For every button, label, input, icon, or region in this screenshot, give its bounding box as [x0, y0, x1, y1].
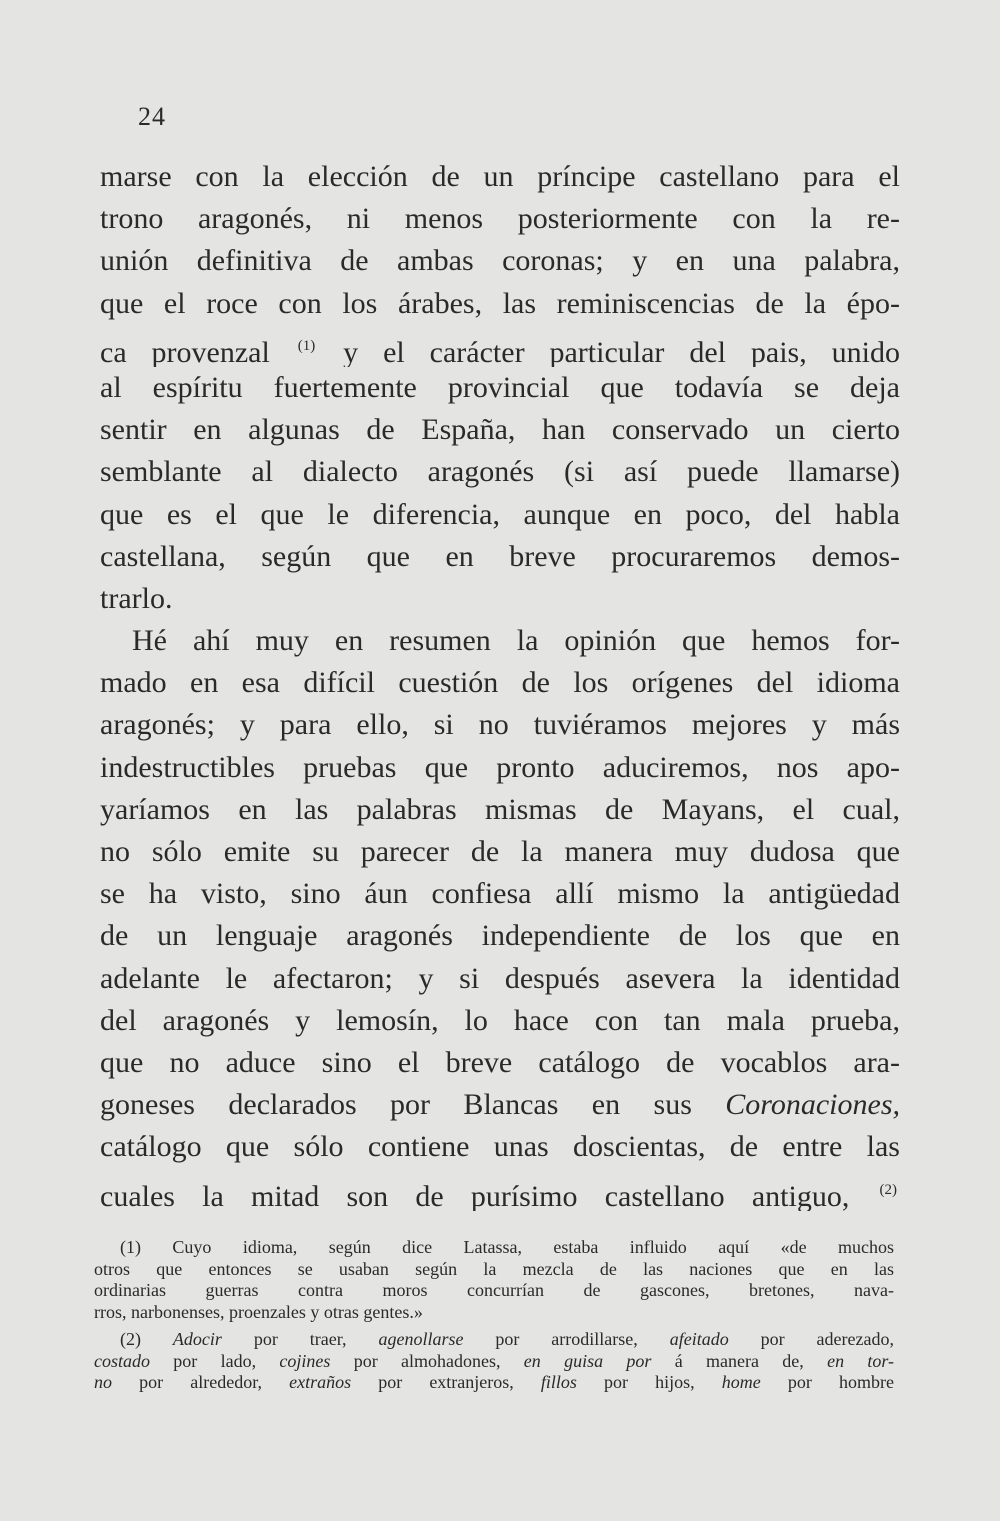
footnote-italic-term: fillos — [540, 1372, 577, 1392]
text-line: semblante al dialecto aragonés (si así puede llamarse) — [100, 455, 900, 489]
footnote-text: á manera de, — [651, 1350, 828, 1371]
text-line: de un lenguaje aragonés independiente de los que en — [100, 919, 900, 953]
text-line: no sólo emite su parecer de la manera muy dudosa que — [100, 835, 900, 868]
footnote-line: ordinarias guerras contra moros concurrían de gascones, bretones, nava- — [94, 1280, 894, 1300]
footnote-text: por lado, — [150, 1350, 280, 1371]
text-line: que no aduce sino el breve catálogo de vocablos ara- — [100, 1045, 900, 1079]
text-line — [100, 1084, 900, 1126]
footnote-line: rros, narbonenses, proenzales y otras gentes.» — [94, 1301, 423, 1322]
footnote-ref-2: (2) — [879, 1181, 897, 1198]
footnote-text: por hombre — [760, 1372, 894, 1392]
text-line: que es el que le diferencia, aunque en poco, del habla — [100, 497, 900, 531]
text-line: mado en esa difícil cuestión de los orígenes del idioma — [100, 666, 900, 700]
text-line — [100, 325, 900, 367]
footnote-1 — [94, 1237, 894, 1323]
text-line: adelante le afectaron; y si después asevera la identidad — [100, 961, 900, 995]
italic-title: Coronaciones, — [725, 1088, 900, 1122]
text-line: castellana, según que en breve procuraremos demos- — [100, 539, 900, 573]
paragraph-start: Hé ahí muy en resumen la opinión que hemos for- — [132, 624, 900, 658]
footnote-italic-term: afeitado — [669, 1329, 729, 1349]
footnote-ref-1: (1) — [297, 337, 316, 354]
footnote-text: por traer, — [221, 1329, 379, 1349]
text-line: aragonés; y para ello, si no tuviéramos mejores y más — [100, 708, 900, 742]
text-line: sentir en algunas de España, han conservado un cierto — [100, 413, 900, 447]
footnote-text: por alrededor, — [112, 1372, 290, 1392]
main-text — [100, 156, 900, 1211]
text-line: que el roce con los árabes, las reminiscencias de la épo- — [100, 286, 900, 320]
footnote-italic-term: costado — [94, 1350, 150, 1371]
footnote-text: por extranjeros, — [351, 1372, 541, 1392]
footnote-text: por hijos, — [576, 1372, 722, 1392]
text-line: indestructibles pruebas que pronto aduciremos, nos apo- — [100, 750, 900, 784]
footnote-text: por aderezado, — [728, 1329, 894, 1349]
footnote-italic-term: cojines — [279, 1350, 331, 1371]
footnote-italic-term: agenollarse — [378, 1329, 464, 1349]
text-segment: goneses declarados por Blancas en sus — [100, 1088, 692, 1122]
footnote-text: por almohadones, — [330, 1350, 524, 1371]
text-line: del aragonés y lemosín, lo hace con tan mala prueba, — [100, 1003, 900, 1037]
text-segment: y el carácter particular del pais, unido — [343, 335, 900, 367]
text-line: unión definitiva de ambas coronas; y en una palabra, — [100, 244, 900, 278]
text-line: marse con la elección de un príncipe castellano para el — [100, 160, 900, 193]
footnote-line: otros que entonces se usaban según la mezcla de las naciones que en las — [94, 1258, 894, 1279]
footnote-line — [94, 1351, 894, 1373]
text-line: trarlo. — [100, 581, 173, 615]
footnotes — [94, 1237, 894, 1394]
footnote-line — [94, 1372, 894, 1394]
footnote-italic-term: en tor- — [827, 1350, 894, 1371]
footnote-italic-term: no — [94, 1372, 112, 1392]
footnote-line — [94, 1329, 894, 1351]
text-line: al espíritu fuertemente provincial que todavía se deja — [100, 370, 900, 404]
footnote-line: (1) Cuyo idioma, según dice Latassa, estaba influido aquí «de muchos — [120, 1237, 894, 1257]
footnote-text: por arrodillarse, — [463, 1329, 670, 1349]
text-line: se ha visto, sino áun confiesa allí mismo la antigüedad — [100, 877, 900, 911]
footnote-italic-term: extraños — [289, 1372, 352, 1392]
page-number: 24 — [138, 102, 166, 131]
text-line: catálogo que sólo contiene unas doscientas, de entre las — [100, 1130, 900, 1164]
text-segment: ca provenzal — [100, 335, 270, 367]
footnote-2 — [94, 1329, 894, 1394]
footnote-italic-term: en guisa por — [523, 1350, 652, 1371]
footnote-text: (2) — [120, 1329, 173, 1349]
footnote-italic-term: Adocir — [172, 1329, 222, 1349]
text-line — [100, 1169, 900, 1211]
text-segment: cuales la mitad son de purísimo castellano antiguo, — [100, 1179, 850, 1211]
text-line: yaríamos en las palabras mismas de Mayans, el cual, — [100, 792, 900, 826]
text-line: trono aragonés, ni menos posteriormente con la re- — [100, 202, 900, 236]
footnote-italic-term: home — [721, 1372, 761, 1392]
